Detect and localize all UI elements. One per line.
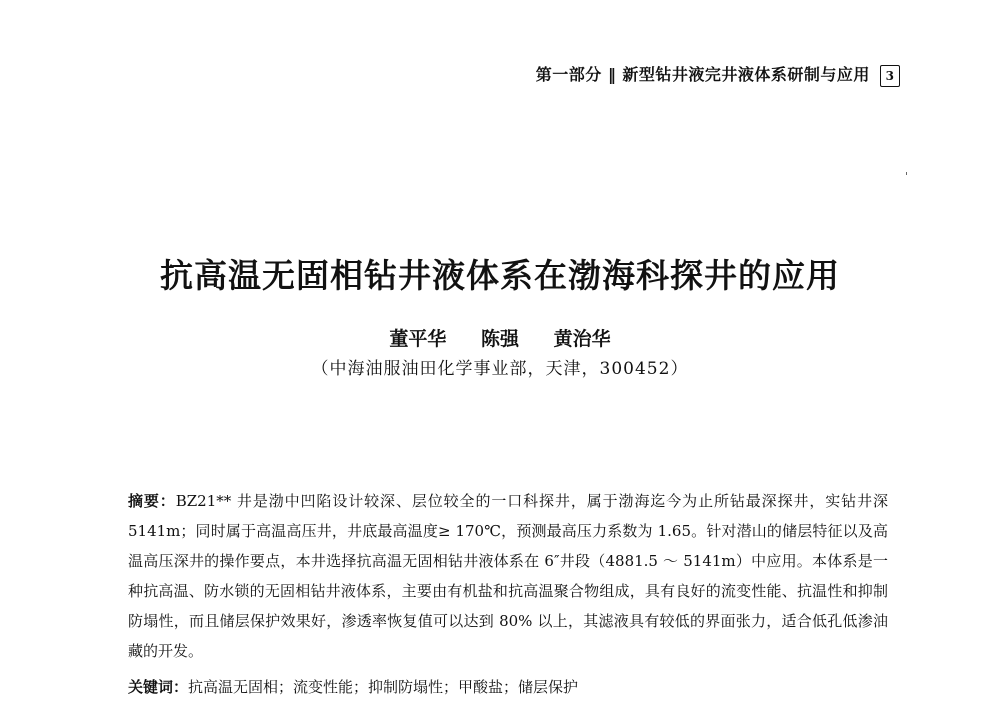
paper-title: 抗高温无固相钻井液体系在渤海科探井的应用 [160,256,840,295]
scan-mark [906,172,907,175]
keywords-label: 关键词： [128,678,189,696]
author-name: 黄治华 [553,328,611,350]
running-head [420,62,900,87]
running-head-text: 第一部分 ‖ 新型钻井液完井液体系研制与应用 [535,65,870,84]
author-name: 董平华 [389,328,447,350]
section-number-box: 3 [880,65,900,87]
author-list [0,324,1000,351]
abstract-text: BZ21** 井是渤中凹陷设计较深、层位较全的一口科探井，属于渤海迄今为止所钻最深探井，实钻井深 5141m；同时属于高温高压井，井底最高温度≥ 170℃，预测最高压力系数为 1.65。针对潜山的储层特征以及高温高压深井的操作要点，本井选择抗高温无固相钻井液体系在 6″井段（4881.5 ～ 5141m）中应用。本体系是一种抗高温、防水锁的无固相钻井液体系，主要由有机盐和抗高温聚合物组成，具有良好的流变性能、抗温性和抑制防塌性，而且储层保护效果好，渗透率恢复值可以达到 80% 以上，其滤液具有较低的界面张力，适合低孔低渗油藏的开发。 [128,492,888,660]
author-name: 陈强 [480,328,519,350]
affiliation: （中海油服油田化学事业部，天津，300452） [311,359,689,379]
keywords [128,672,888,702]
abstract [128,486,888,666]
keywords-text: 抗高温无固相；流变性能；抑制防塌性；甲酸盐；储层保护 [188,678,579,696]
abstract-label: 摘要： [128,492,176,510]
